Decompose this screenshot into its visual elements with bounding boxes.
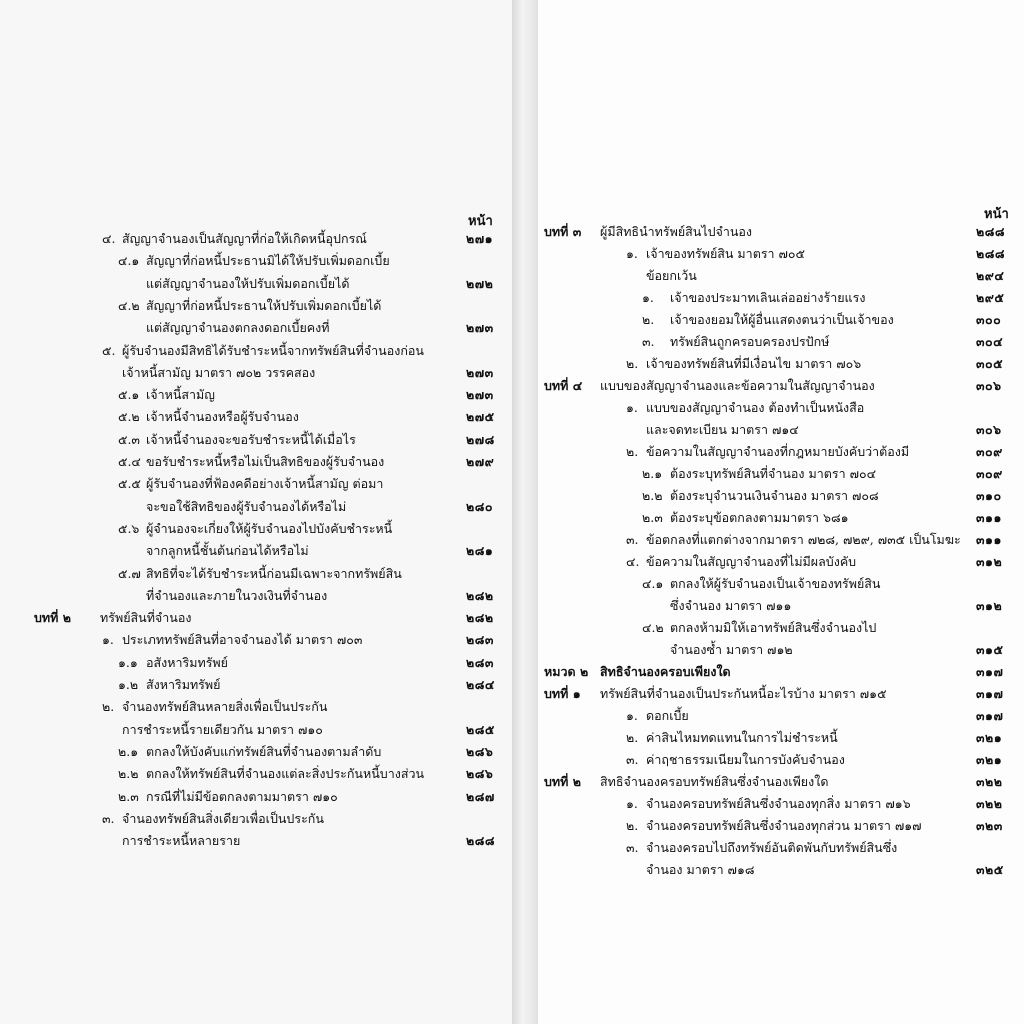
toc-entry [0, 295, 512, 317]
entry-title: กรณีที่ไม่มีข้อตกลงตามมาตรา ๗๑๐ [146, 788, 338, 804]
toc-entry [538, 573, 1024, 595]
toc-entry [0, 518, 512, 540]
entry-number: ๓. [642, 334, 655, 349]
entry-title: การชำระหนี้รายเดียวกัน มาตรา ๗๑๐ [122, 721, 323, 737]
entry-number: ๕.๑ [118, 387, 140, 403]
toc-entry [0, 473, 512, 495]
right-page [538, 0, 1024, 1024]
toc-entry [0, 317, 512, 339]
entry-number: ๕. [102, 342, 116, 358]
page-number: ๒๗๑ [466, 231, 494, 246]
entry-number: ๒.๒ [642, 488, 663, 503]
entry-title: ตกลงให้บังคับแก่ทรัพย์สินที่จำนองตามลำดับ [146, 743, 382, 759]
entry-title: ผู้รับจำนองที่ฟ้องคดีอย่างเจ้าหนี้สามัญ ต่อมา [146, 476, 384, 492]
toc-entry [0, 786, 512, 808]
toc-entry [538, 551, 1024, 573]
entry-title: ดอกเบี้ย [646, 708, 689, 723]
entry-title: ข้อตกลงที่แตกต่างจากมาตรา ๗๒๘, ๗๒๙, ๗๓๕ เป็นโมฆะ [646, 532, 961, 547]
toc-entry [538, 529, 1024, 551]
page-number: ๓๒๕ [976, 862, 1004, 877]
entry-number: ๔.๑ [642, 576, 664, 591]
page-number: ๓๐๕ [976, 356, 1004, 371]
entry-title: จำนองซ้ำ มาตรา ๗๑๒ [670, 642, 793, 657]
toc-entry [0, 696, 512, 718]
entry-number: ๑. [642, 290, 654, 305]
toc-entry [538, 749, 1024, 771]
toc-entry [538, 815, 1024, 837]
page-number: ๓๐๐ [976, 312, 1002, 327]
entry-title: ทรัพย์สินถูกครอบครองปรปักษ์ [670, 334, 830, 349]
page-number: ๒๙๕ [976, 290, 1005, 305]
page-number: ๓๑๐ [976, 488, 1002, 503]
toc-entry [538, 331, 1024, 353]
chapter-label: บทที่ ๓ [544, 224, 582, 239]
entry-number: ๒.๓ [642, 510, 663, 525]
entry-title: แบบของสัญญาจำนองและข้อความในสัญญาจำนอง [600, 378, 875, 393]
toc-entry [0, 406, 512, 428]
entry-number: ๔. [626, 554, 640, 569]
toc-entry [0, 228, 512, 250]
entry-title: ข้อความในสัญญาจำนองที่กฎหมายบังคับว่าต้องมี [646, 444, 910, 459]
toc-entry [538, 595, 1024, 617]
toc-entry [0, 652, 512, 674]
entry-number: ๒.๓ [118, 788, 139, 804]
page-number: ๒๘๐ [466, 498, 494, 514]
entry-title: ประเภททรัพย์สินที่อาจจำนองได้ มาตรา ๗๐๓ [122, 632, 363, 648]
toc-entry [538, 287, 1024, 309]
toc-entry [538, 463, 1024, 485]
page-number: ๒๗๘ [466, 431, 495, 447]
page-number: ๒๘๒ [466, 587, 494, 603]
entry-number: ๕.๕ [118, 476, 141, 492]
entry-title: เจ้าของประมาทเลินเล่ออย่างร้ายแรง [670, 290, 866, 305]
page-number: ๒๘๓ [466, 654, 494, 670]
entry-title: เจ้าของยอมให้ผู้อื่นแสดงตนว่าเป็นเจ้าของ [670, 312, 894, 327]
entry-title: ตกลงให้ทรัพย์สินที่จำนองแต่ละสิ่งประกันหนี้บางส่วน [146, 766, 425, 782]
page-number: ๓๑๕ [976, 642, 1004, 657]
entry-number: ๔.๒ [118, 297, 140, 313]
page-number: ๓๑๗ [976, 664, 1004, 679]
page-number: ๓๒๒ [976, 796, 1003, 811]
page-number: ๒๙๔ [976, 268, 1005, 283]
toc-entry [0, 540, 512, 562]
entry-title: ทรัพย์สินที่จำนอง [100, 610, 192, 626]
toc-entry [0, 496, 512, 518]
entry-title: เจ้าหนี้สามัญ มาตรา ๗๐๒ วรรคสอง [122, 364, 316, 380]
entry-number: ๓. [626, 752, 639, 767]
page-number: ๒๗๙ [466, 454, 495, 469]
entry-title: แต่สัญญาจำนองตกลงดอกเบี้ยคงที่ [146, 320, 330, 336]
entry-title: ที่จำนองและภายในวงเงินที่จำนอง [146, 587, 328, 603]
toc-entry [538, 705, 1024, 727]
entry-title: ทรัพย์สินที่จำนองเป็นประกันหนี้อะไรบ้าง มาตรา ๗๑๕ [600, 686, 887, 701]
page-number: ๒๗๕ [466, 409, 495, 425]
entry-title: และจดทะเบียน มาตรา ๗๑๔ [646, 422, 799, 437]
entry-title: ขอรับชำระหนี้หรือไม่เป็นสิทธิของผู้รับจำนอง [146, 454, 385, 469]
chapter-label: บทที่ ๒ [34, 610, 72, 626]
page-number: ๒๗๓ [466, 320, 494, 336]
toc-entry [538, 639, 1024, 661]
entry-number: ๑. [102, 632, 114, 648]
chapter-label: บทที่ ๑ [544, 686, 581, 701]
toc-entry [0, 763, 512, 785]
entry-number: ๒. [102, 699, 115, 715]
page-number: ๓๑๒ [976, 598, 1003, 613]
toc-entry [0, 250, 512, 272]
entry-number: ๔.๒ [642, 620, 664, 635]
toc-entry [538, 419, 1024, 441]
entry-number: ๒. [626, 730, 639, 745]
entry-title: ตกลงห้ามมิให้เอาทรัพย์สินซึ่งจำนองไป [670, 620, 877, 635]
entry-title: จำนองครอบไปถึงทรัพย์อันติดพันกับทรัพย์สินซึ่ง [646, 840, 898, 855]
toc-entry [538, 441, 1024, 463]
entry-number: ๑. [626, 246, 638, 261]
page-number: ๓๑๗ [976, 708, 1004, 723]
toc-entry [538, 661, 1024, 683]
entry-number: ๒. [642, 312, 655, 327]
toc-entry [538, 771, 1024, 793]
page-number: ๓๒๑ [976, 730, 1003, 745]
entry-title: เจ้าหนี้สามัญ [146, 387, 215, 403]
toc-entry [538, 683, 1024, 705]
page-number: ๓๑๒ [976, 554, 1003, 569]
toc-entry [538, 485, 1024, 507]
toc-entry [0, 629, 512, 651]
page-number: ๓๑๑ [976, 532, 1002, 547]
page-number: ๒๘๘ [976, 224, 1006, 239]
toc-entry [538, 837, 1024, 859]
toc-entry [538, 375, 1024, 397]
toc-entry [0, 384, 512, 406]
page-number: ๒๘๗ [466, 788, 495, 804]
entry-title: สัญญาที่ก่อหนี้ประธานมิได้ให้ปรับเพิ่มดอกเบี้ย [146, 253, 390, 269]
toc-entry [0, 808, 512, 830]
page-number: ๓๒๒ [976, 774, 1003, 789]
entry-number: ๑. [626, 708, 638, 723]
page-number: ๒๗๓ [466, 364, 494, 380]
entry-title: จำนองครอบทรัพย์สินซึ่งจำนองทุกสิ่ง มาตรา ๗๑๖ [646, 796, 911, 811]
entry-title: ข้อยกเว้น [646, 268, 697, 283]
page-number: ๓๐๔ [976, 334, 1004, 349]
page-number: ๓๐๙ [976, 466, 1003, 481]
toc-entry [538, 221, 1024, 243]
entry-title: ผู้รับจำนองมีสิทธิได้รับชำระหนี้จากทรัพย์สินที่จำนองก่อน [122, 342, 424, 358]
entry-title: การชำระหนี้หลายราย [122, 833, 241, 849]
entry-number: ๕.๗ [118, 565, 141, 581]
page-number: ๒๗๓ [466, 387, 494, 403]
entry-title: เจ้าหนี้จำนองจะขอรับชำระหนี้ได้เมื่อไร [146, 431, 356, 447]
chapter-label: บทที่ ๒ [544, 774, 582, 789]
entry-title: ต้องระบุจำนวนเงินจำนอง มาตรา ๗๐๘ [670, 488, 879, 503]
toc-entry [0, 362, 512, 384]
entry-number: ๒. [626, 356, 639, 371]
entry-title: สิทธิที่จะได้รับชำระหนี้ก่อนมีเฉพาะจากทรัพย์สิน [146, 565, 402, 581]
entry-title: จากลูกหนี้ชั้นต้นก่อนได้หรือไม่ [146, 543, 309, 559]
entry-number: ๒. [626, 818, 639, 833]
entry-title: แบบของสัญญาจำนอง ต้องทำเป็นหนังสือ [646, 400, 865, 415]
entry-title: ผู้มีสิทธินำทรัพย์สินไปจำนอง [600, 224, 753, 239]
entry-number: ๕.๔ [118, 454, 141, 469]
page-number: ๒๗๒ [466, 275, 494, 291]
chapter-label: บทที่ ๔ [544, 378, 583, 393]
toc-entry [538, 859, 1024, 881]
toc-entry [0, 719, 512, 741]
toc-entry [0, 563, 512, 585]
page-number: ๒๘๒ [466, 610, 494, 626]
page-number: ๒๘๕ [466, 721, 495, 737]
entry-number: ๕.๒ [118, 409, 140, 425]
entry-title: ซึ่งจำนอง มาตรา ๗๑๑ [670, 598, 792, 613]
entry-title: ข้อความในสัญญาจำนองที่ไม่มีผลบังคับ [646, 554, 857, 569]
toc-entry [0, 429, 512, 451]
entry-number: ๔. [102, 231, 116, 246]
entry-number: ๑. [626, 796, 638, 811]
page-number: ๓๒๓ [976, 818, 1003, 833]
entry-title: อสังหาริมทรัพย์ [146, 654, 228, 670]
toc-entry [538, 727, 1024, 749]
entry-title: จะขอใช้สิทธิของผู้รับจำนองได้หรือไม่ [146, 498, 347, 514]
entry-title: เจ้าของทรัพย์สิน มาตรา ๗๐๕ [646, 246, 806, 261]
entry-title: สังหาริมทรัพย์ [146, 677, 221, 692]
entry-title: เจ้าของทรัพย์สินที่มีเงื่อนไข มาตรา ๗๐๖ [646, 356, 862, 371]
toc-entry [0, 607, 512, 629]
page-number: ๓๐๖ [976, 378, 1002, 393]
entry-number: ๒.๑ [118, 743, 139, 759]
page-number: ๒๘๖ [466, 743, 494, 759]
entry-title: สัญญาที่ก่อหนี้ประธานให้ปรับเพิ่มดอกเบี้ยได้ [146, 297, 382, 313]
page-number: ๒๘๘ [466, 833, 496, 849]
entry-title: ต้องระบุข้อตกลงตามมาตรา ๖๘๑ [670, 510, 849, 525]
toc-entry [538, 353, 1024, 375]
entry-title: เจ้าหนี้จำนองหรือผู้รับจำนอง [146, 409, 299, 425]
chapter-label: หมวด ๒ [544, 664, 589, 679]
entry-title: จำนองทรัพย์สินหลายสิ่งเพื่อเป็นประกัน [122, 699, 328, 715]
toc-entry [0, 674, 512, 696]
entry-title: ค่าฤชาธรรมเนียมในการบังคับจำนอง [646, 752, 845, 767]
entry-number: ๕.๓ [118, 431, 140, 447]
entry-number: ๒. [626, 444, 639, 459]
entry-title: แต่สัญญาจำนองให้ปรับเพิ่มดอกเบี้ยได้ [146, 275, 350, 291]
entry-number: ๑. [626, 400, 638, 415]
page-number: ๓๐๙ [976, 444, 1003, 459]
entry-number: ๔.๑ [118, 253, 140, 269]
page-number: ๓๒๑ [976, 752, 1003, 767]
page-number: ๒๘๓ [466, 632, 494, 648]
entry-number: ๓. [626, 532, 639, 547]
entry-title: จำนองครอบทรัพย์สินซึ่งจำนองทุกส่วน มาตรา ๗๑๗ [646, 818, 922, 833]
book-gutter [512, 0, 538, 1024]
toc-entry [0, 340, 512, 362]
page-number: ๓๑๗ [976, 686, 1004, 701]
entry-number: ๒.๒ [118, 766, 139, 782]
toc-entry [0, 830, 512, 852]
entry-number: ๓. [626, 840, 639, 855]
page-number: ๒๘๖ [466, 766, 494, 782]
entry-number: ๑.๑ [118, 654, 138, 670]
entry-number: ๒.๑ [642, 466, 663, 481]
page-number: ๒๘๑ [466, 543, 494, 559]
entry-title: จำนอง มาตรา ๗๑๘ [646, 862, 755, 877]
entry-title: ผู้จำนองจะเกี่ยงให้ผู้รับจำนองไปบังคับชำระหนี้ [146, 520, 393, 536]
entry-number: ๑.๒ [118, 677, 139, 692]
toc-entry [0, 451, 512, 473]
page-number: ๓๐๖ [976, 422, 1002, 437]
entry-number: ๓. [102, 810, 115, 826]
toc-entry [538, 617, 1024, 639]
entry-title: สิทธิจำนองครอบทรัพย์สินซึ่งจำนองเพียงใด [600, 774, 829, 789]
entry-title: สิทธิจำนองครอบเพียงใด [600, 664, 731, 679]
entry-title: สัญญาจำนองเป็นสัญญาที่ก่อให้เกิดหนี้อุปกรณ์ [122, 231, 367, 246]
entry-number: ๕.๖ [118, 520, 140, 536]
toc-entry [538, 309, 1024, 331]
page-number: ๒๘๔ [466, 677, 495, 692]
page-column-header: หน้า [984, 207, 1009, 222]
toc-entry [538, 397, 1024, 419]
toc-entry [538, 243, 1024, 265]
toc-entry [0, 585, 512, 607]
toc-entry [538, 265, 1024, 287]
page-number: ๓๑๑ [976, 510, 1002, 525]
toc-entry [0, 741, 512, 763]
page-number: ๒๘๘ [976, 246, 1006, 261]
entry-title: ค่าสินไหมทดแทนในการไม่ชำระหนี้ [646, 730, 838, 745]
entry-title: ต้องระบุทรัพย์สินที่จำนอง มาตรา ๗๐๔ [670, 466, 877, 481]
toc-entry [538, 793, 1024, 815]
entry-title: จำนองทรัพย์สินสิ่งเดียวเพื่อเป็นประกัน [122, 810, 324, 826]
entry-title: ตกลงให้ผู้รับจำนองเป็นเจ้าของทรัพย์สิน [670, 576, 881, 591]
page-column-header: หน้า [468, 214, 493, 229]
toc-entry [538, 507, 1024, 529]
toc-entry [0, 273, 512, 295]
